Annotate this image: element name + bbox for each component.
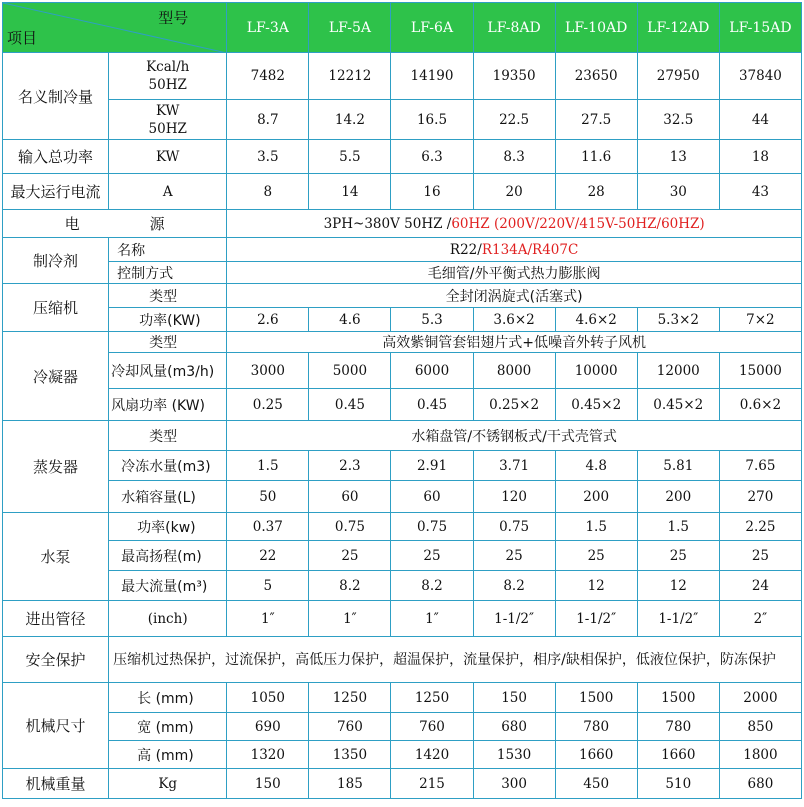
table-row [3, 481, 802, 513]
model-header: LF-3A [227, 3, 309, 53]
table-cell: 13 [637, 140, 719, 174]
table-cell: 4.6 [309, 308, 391, 332]
row-label-refrigerant: 制冷剂 [3, 238, 109, 284]
table-cell: 1320 [227, 741, 309, 769]
model-header: LF-12AD [637, 3, 719, 53]
sub-label: 最大流量(m³) [109, 571, 227, 601]
row-label-evaporator: 蒸发器 [3, 421, 109, 513]
refrigerant-name [227, 238, 802, 262]
table-cell: 8 [227, 174, 309, 210]
table-cell: 0.6×2 [719, 389, 801, 421]
table-cell: 8.2 [309, 571, 391, 601]
table-cell: 25 [637, 541, 719, 571]
refrigerant-name-red: R134A/R407C [481, 241, 579, 258]
unit-cell: A [109, 174, 227, 210]
header-row [3, 3, 802, 53]
table-cell: 1800 [719, 741, 801, 769]
table-cell: 60 [391, 481, 473, 513]
unit-cell: (inch) [109, 601, 227, 637]
table-cell: 18 [719, 140, 801, 174]
table-cell: 4.6×2 [555, 308, 637, 332]
table-cell: 200 [555, 481, 637, 513]
table-cell: 8.2 [391, 571, 473, 601]
table-cell: 7×2 [719, 308, 801, 332]
table-row [3, 541, 802, 571]
table-cell: 28 [555, 174, 637, 210]
sub-label: 冷却风量(m3/h) [109, 353, 227, 389]
table-cell: 1″ [309, 601, 391, 637]
table-cell: 5.3 [391, 308, 473, 332]
table-row [3, 601, 802, 637]
row-label-pipe: 进出管径 [3, 601, 109, 637]
sub-label: 长 (mm) [109, 683, 227, 713]
table-row [3, 451, 802, 481]
table-cell: 0.75 [309, 513, 391, 541]
table-cell: 8.3 [473, 140, 555, 174]
table-cell: 0.25 [227, 389, 309, 421]
table-cell: 19350 [473, 53, 555, 100]
table-cell: 2.25 [719, 513, 801, 541]
table-cell: 25 [719, 541, 801, 571]
table-cell: 680 [473, 713, 555, 741]
table-cell: 43 [719, 174, 801, 210]
table-cell: 1-1/2″ [473, 601, 555, 637]
table-cell: 0.37 [227, 513, 309, 541]
table-cell: 510 [637, 769, 719, 799]
table-cell: 24 [719, 571, 801, 601]
unit-cell: KW [109, 140, 227, 174]
unit-kcal: Kcal/h 50HZ [109, 53, 227, 100]
table-row [3, 513, 802, 541]
table-cell: 3.6×2 [473, 308, 555, 332]
row-label-weight: 机械重量 [3, 769, 109, 799]
sub-label: 类型 [109, 332, 227, 353]
sub-label: 功率(kw) [109, 513, 227, 541]
sub-label: 控制方式 [109, 262, 227, 284]
spec-table [2, 2, 802, 799]
table-row [3, 571, 802, 601]
row-label-power: 输入总功率 [3, 140, 109, 174]
row-label-condenser: 冷凝器 [3, 332, 109, 421]
unit-kw: KW 50HZ [109, 100, 227, 140]
row-label-cooling: 名义制冷量 [3, 53, 109, 140]
table-cell: 60 [309, 481, 391, 513]
table-cell: 22.5 [473, 100, 555, 140]
table-cell: 4.8 [555, 451, 637, 481]
table-cell: 12212 [309, 53, 391, 100]
table-cell: 780 [555, 713, 637, 741]
compressor-type: 全封闭涡旋式(活塞式) [227, 284, 802, 308]
sub-label: 冷冻水量(m3) [109, 451, 227, 481]
table-cell: 1.5 [227, 451, 309, 481]
evaporator-type: 水箱盘管/不锈钢板式/干式壳管式 [227, 421, 802, 451]
table-row [3, 389, 802, 421]
supply-value [227, 210, 802, 238]
table-cell: 120 [473, 481, 555, 513]
table-cell: 1350 [309, 741, 391, 769]
sub-label: 名称 [109, 238, 227, 262]
table-cell: 300 [473, 769, 555, 799]
table-cell: 0.45×2 [637, 389, 719, 421]
model-header: LF-8AD [473, 3, 555, 53]
table-cell: 5.81 [637, 451, 719, 481]
table-cell: 270 [719, 481, 801, 513]
table-cell: 760 [391, 713, 473, 741]
table-cell: 1500 [637, 683, 719, 713]
table-cell: 27950 [637, 53, 719, 100]
table-row [3, 353, 802, 389]
table-cell: 16.5 [391, 100, 473, 140]
table-cell: 1.5 [637, 513, 719, 541]
table-cell: 3000 [227, 353, 309, 389]
table-cell: 1660 [555, 741, 637, 769]
table-cell: 1.5 [555, 513, 637, 541]
table-cell: 25 [555, 541, 637, 571]
table-cell: 7482 [227, 53, 309, 100]
table-cell: 1420 [391, 741, 473, 769]
table-row [3, 210, 802, 238]
table-cell: 0.25×2 [473, 389, 555, 421]
model-header: LF-10AD [555, 3, 637, 53]
row-label-safety: 安全保护 [3, 637, 109, 683]
condenser-type: 高效紫铜管套铝翅片式+低噪音外转子风机 [227, 332, 802, 353]
table-cell: 5.5 [309, 140, 391, 174]
table-row [3, 769, 802, 799]
table-row [3, 140, 802, 174]
table-row [3, 100, 802, 140]
table-row [3, 262, 802, 284]
table-cell: 1-1/2″ [555, 601, 637, 637]
table-cell: 50 [227, 481, 309, 513]
table-cell: 23650 [555, 53, 637, 100]
table-cell: 16 [391, 174, 473, 210]
table-cell: 14.2 [309, 100, 391, 140]
table-cell: 32.5 [637, 100, 719, 140]
table-cell: 8.7 [227, 100, 309, 140]
table-cell: 2″ [719, 601, 801, 637]
table-cell: 8000 [473, 353, 555, 389]
header-corner-top: 型号 [158, 9, 189, 27]
table-cell: 2.91 [391, 451, 473, 481]
table-row [3, 332, 802, 353]
table-cell: 1″ [227, 601, 309, 637]
row-label-compressor: 压缩机 [3, 284, 109, 332]
table-cell: 7.65 [719, 451, 801, 481]
table-cell: 6.3 [391, 140, 473, 174]
table-cell: 6000 [391, 353, 473, 389]
sub-label: 类型 [109, 284, 227, 308]
table-cell: 14 [309, 174, 391, 210]
sub-label: 最高扬程(m) [109, 541, 227, 571]
table-cell: 12 [555, 571, 637, 601]
table-cell: 25 [473, 541, 555, 571]
table-cell: 44 [719, 100, 801, 140]
model-header: LF-5A [309, 3, 391, 53]
supply-value-black: 3PH~380V 50HZ / [323, 215, 452, 232]
table-cell: 0.75 [391, 513, 473, 541]
table-row [3, 174, 802, 210]
table-cell: 5.3×2 [637, 308, 719, 332]
table-row [3, 683, 802, 713]
table-cell: 1050 [227, 683, 309, 713]
table-cell: 185 [309, 769, 391, 799]
table-cell: 150 [473, 683, 555, 713]
refrigerant-name-black: R22/ [449, 241, 482, 258]
table-row [3, 238, 802, 262]
table-cell: 25 [391, 541, 473, 571]
row-label-supply [3, 210, 227, 238]
table-cell: 0.45 [309, 389, 391, 421]
table-cell: 1500 [555, 683, 637, 713]
table-cell: 690 [227, 713, 309, 741]
table-cell: 850 [719, 713, 801, 741]
table-cell: 10000 [555, 353, 637, 389]
table-cell: 20 [473, 174, 555, 210]
sub-label: 类型 [109, 421, 227, 451]
table-cell: 12000 [637, 353, 719, 389]
supply-value-red: 60HZ (200V/220V/415V-50HZ/60HZ) [451, 215, 705, 232]
table-cell: 200 [637, 481, 719, 513]
table-cell: 1-1/2″ [637, 601, 719, 637]
table-row [3, 637, 802, 683]
table-cell: 1″ [391, 601, 473, 637]
table-cell: 2.6 [227, 308, 309, 332]
table-cell: 14190 [391, 53, 473, 100]
table-cell: 2000 [719, 683, 801, 713]
row-label-dimensions: 机械尺寸 [3, 683, 109, 769]
table-cell: 1530 [473, 741, 555, 769]
sub-label: 风扇功率 (KW) [109, 389, 227, 421]
table-cell: 30 [637, 174, 719, 210]
model-header: LF-6A [391, 3, 473, 53]
sub-label: 宽 (mm) [109, 713, 227, 741]
table-cell: 1660 [637, 741, 719, 769]
table-row [3, 741, 802, 769]
table-cell: 5000 [309, 353, 391, 389]
header-corner-bottom: 项目 [7, 29, 38, 47]
table-cell: 37840 [719, 53, 801, 100]
table-cell: 15000 [719, 353, 801, 389]
table-cell: 12 [637, 571, 719, 601]
table-cell: 3.71 [473, 451, 555, 481]
sub-label: 水箱容量(L) [109, 481, 227, 513]
table-cell: 0.45 [391, 389, 473, 421]
table-row [3, 53, 802, 100]
table-row [3, 713, 802, 741]
table-cell: 680 [719, 769, 801, 799]
table-row [3, 284, 802, 308]
row-label-pump: 水泵 [3, 513, 109, 601]
table-cell: 450 [555, 769, 637, 799]
table-cell: 25 [309, 541, 391, 571]
table-cell: 22 [227, 541, 309, 571]
table-cell: 5 [227, 571, 309, 601]
table-cell: 11.6 [555, 140, 637, 174]
table-cell: 3.5 [227, 140, 309, 174]
sub-label: 功率(KW) [109, 308, 227, 332]
table-cell: 27.5 [555, 100, 637, 140]
table-cell: 1250 [391, 683, 473, 713]
header-corner-cell [3, 3, 227, 53]
supply-label-a: 电 [64, 215, 80, 233]
table-cell: 215 [391, 769, 473, 799]
table-cell: 2.3 [309, 451, 391, 481]
table-cell: 0.75 [473, 513, 555, 541]
table-cell: 0.45×2 [555, 389, 637, 421]
table-cell: 1250 [309, 683, 391, 713]
sub-label: 高 (mm) [109, 741, 227, 769]
supply-label-b: 源 [149, 215, 165, 233]
model-header: LF-15AD [719, 3, 801, 53]
table-cell: 8.2 [473, 571, 555, 601]
table-cell: 780 [637, 713, 719, 741]
control-value: 毛细管/外平衡式热力膨胀阀 [227, 262, 802, 284]
table-cell: 150 [227, 769, 309, 799]
table-cell: 760 [309, 713, 391, 741]
safety-value: 压缩机过热保护，过流保护，高低压力保护，超温保护，流量保护，相序/缺相保护，低液位保护，防冻保护 [109, 637, 802, 683]
table-row [3, 308, 802, 332]
unit-cell: Kg [109, 769, 227, 799]
table-row [3, 421, 802, 451]
row-label-current: 最大运行电流 [3, 174, 109, 210]
